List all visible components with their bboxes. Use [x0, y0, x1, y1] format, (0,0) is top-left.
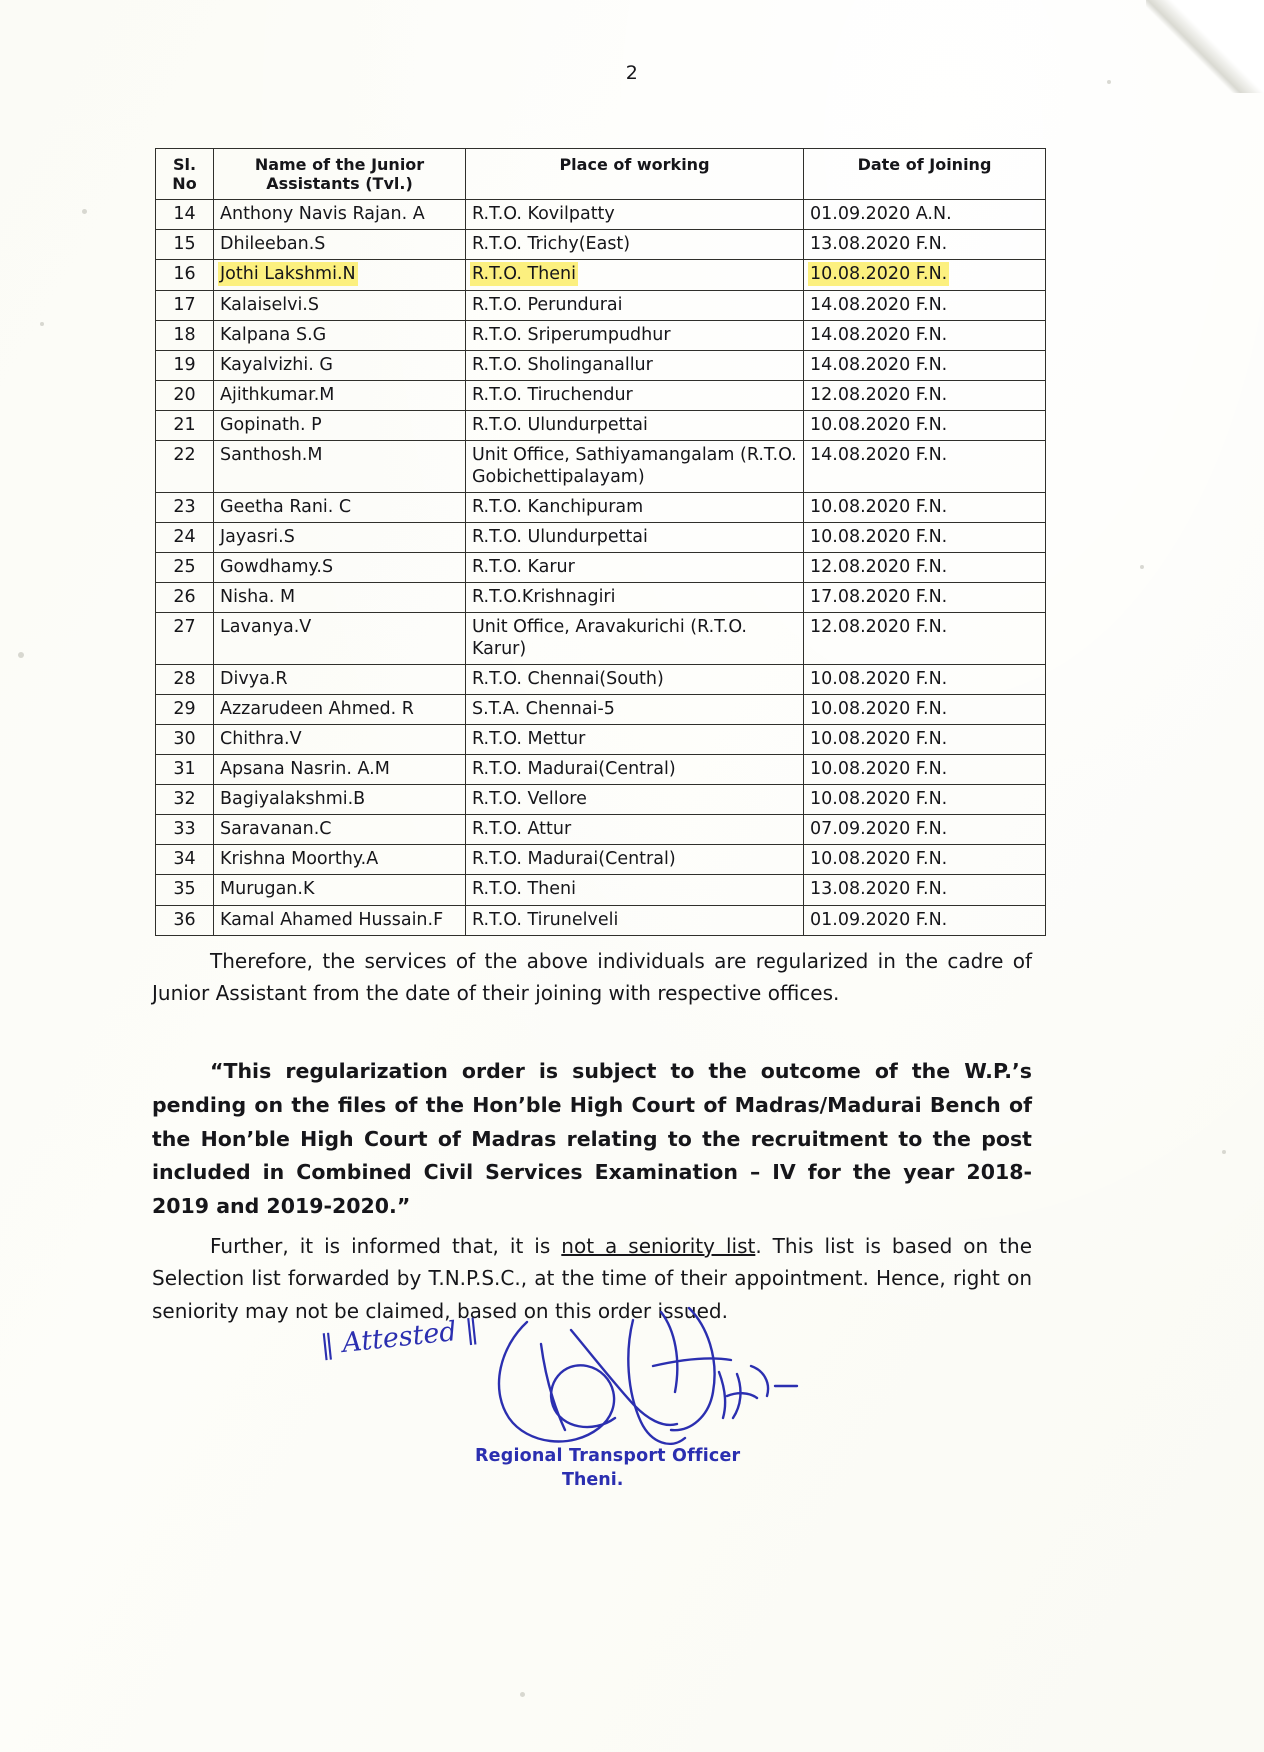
cell-date-joining: 10.08.2020 F.N. — [804, 695, 1046, 725]
cell-date-joining: 10.08.2020 F.N. — [804, 845, 1046, 875]
cell-place: Unit Office, Sathiyamangalam (R.T.O. Gobichettipalayam) — [466, 440, 804, 492]
cell-date-joining: 12.08.2020 F.N. — [804, 613, 1046, 665]
seniority-note-underlined: not a seniority list — [561, 1234, 756, 1258]
table-row — [156, 230, 1046, 260]
cell-place: R.T.O. Ulundurpettai — [466, 410, 804, 440]
highlight-marker: 10.08.2020 F.N. — [810, 264, 948, 285]
signature-place: Theni. — [562, 1470, 624, 1490]
column-header-place: Place of working — [466, 149, 804, 200]
cell-place: R.T.O. Madurai(Central) — [466, 845, 804, 875]
cell-sl-no: 24 — [156, 522, 214, 552]
table-row — [156, 380, 1046, 410]
page-number: 2 — [625, 62, 639, 84]
cell-place: S.T.A. Chennai-5 — [466, 695, 804, 725]
table-row — [156, 522, 1046, 552]
table-row — [156, 695, 1046, 725]
cell-name: Lavanya.V — [214, 613, 466, 665]
cell-date-joining: 01.09.2020 F.N. — [804, 905, 1046, 935]
cell-name: Apsana Nasrin. A.M — [214, 755, 466, 785]
signature-designation: Regional Transport Officer — [475, 1446, 741, 1466]
cell-sl-no: 25 — [156, 552, 214, 582]
paragraph-court-notice — [152, 1055, 1032, 1224]
cell-place: R.T.O. Attur — [466, 815, 804, 845]
cell-place: R.T.O. Sriperumpudhur — [466, 320, 804, 350]
table-row — [156, 815, 1046, 845]
cell-place: R.T.O. Chennai(South) — [466, 665, 804, 695]
scan-speck — [1140, 565, 1144, 569]
cell-name: Divya.R — [214, 665, 466, 695]
cell-sl-no: 33 — [156, 815, 214, 845]
cell-place: R.T.O. Trichy(East) — [466, 230, 804, 260]
cell-date-joining: 10.08.2020 F.N. — [804, 665, 1046, 695]
regularization-table-container — [155, 148, 1045, 936]
cell-name: Gowdhamy.S — [214, 552, 466, 582]
paragraph-court-notice-text: “This regularization order is subject to the outcome of the W.P.’s pending on the files of the Hon’ble High Court of Madras/Madurai Bench of the Hon’ble High Court of Madras relating to the recruitment to the post included in Combined Civil Services Examination – IV for the year 2018-2019 and 2019-2020.” — [152, 1059, 1032, 1219]
cell-place: R.T.O. Theni — [466, 875, 804, 905]
scan-speck — [520, 1692, 525, 1697]
table-row — [156, 755, 1046, 785]
cell-place: R.T.O. Madurai(Central) — [466, 755, 804, 785]
cell-place: R.T.O. Kovilpatty — [466, 200, 804, 230]
cell-place: R.T.O. Perundurai — [466, 290, 804, 320]
cell-sl-no: 22 — [156, 440, 214, 492]
scan-speck — [40, 322, 44, 326]
cell-name: Geetha Rani. C — [214, 492, 466, 522]
cell-date-joining: 10.08.2020 F.N. — [804, 492, 1046, 522]
cell-place: R.T.O. Tiruchendur — [466, 380, 804, 410]
cell-name: Gopinath. P — [214, 410, 466, 440]
cell-name — [214, 260, 466, 290]
attested-annotation: ‖ Attested ‖ — [318, 1313, 481, 1362]
table-row — [156, 665, 1046, 695]
cell-date-joining: 10.08.2020 F.N. — [804, 785, 1046, 815]
paragraph-regularization-text: Therefore, the services of the above individuals are regularized in the cadre of Junior Assistant from the date of their joining with respective offices. — [152, 949, 1032, 1006]
cell-sl-no: 15 — [156, 230, 214, 260]
cell-date-joining: 13.08.2020 F.N. — [804, 875, 1046, 905]
paragraph-seniority-note — [152, 1230, 1032, 1327]
table-row — [156, 552, 1046, 582]
table-row — [156, 785, 1046, 815]
table-row — [156, 875, 1046, 905]
cell-place: R.T.O. Kanchipuram — [466, 492, 804, 522]
cell-place: R.T.O. Vellore — [466, 785, 804, 815]
cell-sl-no: 19 — [156, 350, 214, 380]
cell-sl-no: 27 — [156, 613, 214, 665]
table-row — [156, 350, 1046, 380]
cell-place: R.T.O. Tirunelveli — [466, 905, 804, 935]
cell-name: Saravanan.C — [214, 815, 466, 845]
cell-name: Kamal Ahamed Hussain.F — [214, 905, 466, 935]
cell-date-joining: 14.08.2020 F.N. — [804, 290, 1046, 320]
cell-sl-no: 36 — [156, 905, 214, 935]
column-header-date: Date of Joining — [804, 149, 1046, 200]
cell-date-joining: 10.08.2020 F.N. — [804, 522, 1046, 552]
cell-name: Krishna Moorthy.A — [214, 845, 466, 875]
cell-sl-no: 30 — [156, 725, 214, 755]
cell-place: R.T.O. Mettur — [466, 725, 804, 755]
cell-sl-no: 26 — [156, 582, 214, 612]
cell-name: Kayalvizhi. G — [214, 350, 466, 380]
table-row — [156, 290, 1046, 320]
cell-date-joining: 14.08.2020 F.N. — [804, 440, 1046, 492]
cell-place: R.T.O. Karur — [466, 552, 804, 582]
cell-date-joining: 14.08.2020 F.N. — [804, 320, 1046, 350]
cell-place: R.T.O. Sholinganallur — [466, 350, 804, 380]
cell-name: Dhileeban.S — [214, 230, 466, 260]
cell-sl-no: 35 — [156, 875, 214, 905]
table-row — [156, 582, 1046, 612]
cell-sl-no: 20 — [156, 380, 214, 410]
column-header-name — [214, 149, 466, 200]
table-row — [156, 613, 1046, 665]
table-row — [156, 440, 1046, 492]
table-row — [156, 845, 1046, 875]
cell-place — [466, 260, 804, 290]
column-header-sl-line1: Sl. — [172, 155, 197, 174]
cell-sl-no: 34 — [156, 845, 214, 875]
cell-sl-no: 28 — [156, 665, 214, 695]
cell-date-joining: 17.08.2020 F.N. — [804, 582, 1046, 612]
highlight-marker: R.T.O. Theni — [472, 264, 576, 285]
cell-date-joining: 12.08.2020 F.N. — [804, 552, 1046, 582]
cell-name: Chithra.V — [214, 725, 466, 755]
table-row — [156, 320, 1046, 350]
cell-date-joining: 14.08.2020 F.N. — [804, 350, 1046, 380]
cell-sl-no: 23 — [156, 492, 214, 522]
seniority-note-part1: Further, it is informed that, it is — [210, 1234, 562, 1258]
cell-name: Bagiyalakshmi.B — [214, 785, 466, 815]
paragraph-regularization — [152, 945, 1032, 1010]
table-row — [156, 260, 1046, 290]
seniority-note-part2: . This list is based on the Selection list forwarded by T.N.P.S.C., at the time of their appointment. Hence, right on seniority may not be claimed, based on this order issued. — [152, 1234, 1032, 1323]
cell-date-joining: 07.09.2020 F.N. — [804, 815, 1046, 845]
cell-sl-no: 14 — [156, 200, 214, 230]
scan-speck — [18, 652, 24, 658]
cell-sl-no: 21 — [156, 410, 214, 440]
column-header-name-line2: Assistants (Tvl.) — [266, 174, 413, 194]
column-header-sl-line2: No — [172, 174, 197, 194]
cell-date-joining: 13.08.2020 F.N. — [804, 230, 1046, 260]
cell-date-joining — [804, 260, 1046, 290]
cell-place: R.T.O.Krishnagiri — [466, 582, 804, 612]
cell-name: Anthony Navis Rajan. A — [214, 200, 466, 230]
cell-date-joining: 10.08.2020 F.N. — [804, 410, 1046, 440]
highlight-marker: Jothi Lakshmi.N — [220, 264, 356, 285]
cell-date-joining: 10.08.2020 F.N. — [804, 725, 1046, 755]
table-row — [156, 200, 1046, 230]
cell-place: Unit Office, Aravakurichi (R.T.O. Karur) — [466, 613, 804, 665]
table-row — [156, 725, 1046, 755]
cell-name: Ajithkumar.M — [214, 380, 466, 410]
cell-name: Kalpana S.G — [214, 320, 466, 350]
cell-date-joining: 10.08.2020 F.N. — [804, 755, 1046, 785]
table-row — [156, 492, 1046, 522]
signature-block — [300, 1300, 860, 1530]
cell-sl-no: 32 — [156, 785, 214, 815]
regularization-table — [155, 148, 1046, 936]
cell-name: Jayasri.S — [214, 522, 466, 552]
table-row — [156, 410, 1046, 440]
cell-name: Murugan.K — [214, 875, 466, 905]
scan-speck — [1222, 1150, 1226, 1154]
table-body — [156, 200, 1046, 935]
cell-date-joining: 12.08.2020 F.N. — [804, 380, 1046, 410]
cell-name: Kalaiselvi.S — [214, 290, 466, 320]
column-header-name-line1: Name of the Junior — [254, 155, 425, 174]
scan-speck — [82, 209, 87, 214]
cell-name: Azzarudeen Ahmed. R — [214, 695, 466, 725]
cell-sl-no: 16 — [156, 260, 214, 290]
cell-sl-no: 31 — [156, 755, 214, 785]
cell-sl-no: 18 — [156, 320, 214, 350]
cell-sl-no: 29 — [156, 695, 214, 725]
cell-name: Nisha. M — [214, 582, 466, 612]
column-header-sl-no — [156, 149, 214, 200]
cell-date-joining: 01.09.2020 A.N. — [804, 200, 1046, 230]
table-header-row — [156, 149, 1046, 200]
cell-place: R.T.O. Ulundurpettai — [466, 522, 804, 552]
cell-name: Santhosh.M — [214, 440, 466, 492]
cell-sl-no: 17 — [156, 290, 214, 320]
table-row — [156, 905, 1046, 935]
